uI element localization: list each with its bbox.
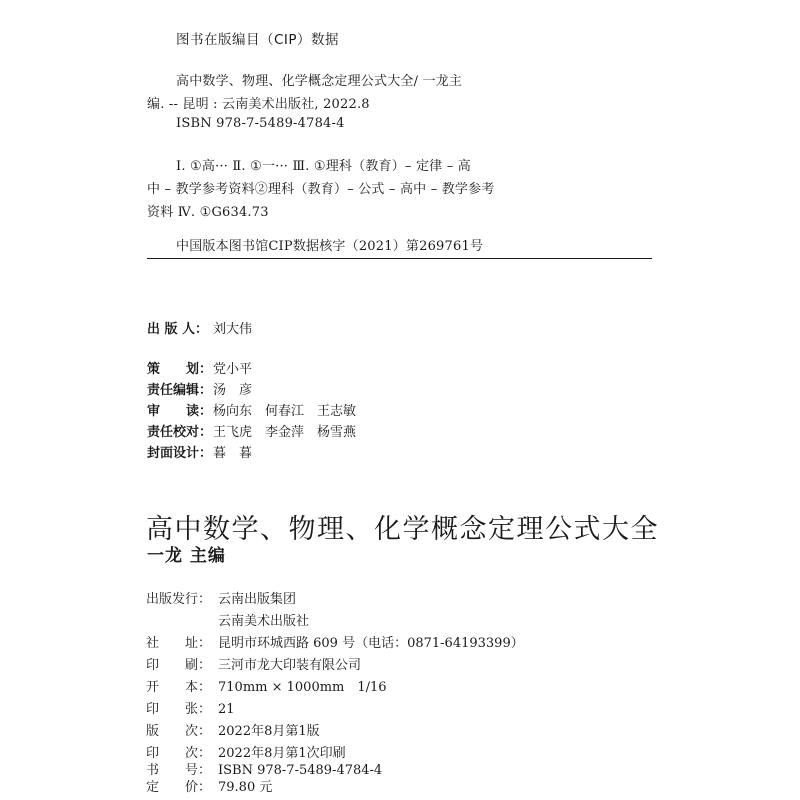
pub-label: 版 次： [146,724,212,739]
pub-row [146,676,387,695]
book-title: 高中数学、物理、化学概念定理公式大全 [146,514,659,545]
cip-line: 编. -- 昆明 : 云南美术出版社, 2022.8 [147,97,370,112]
pub-label: 印 次： [146,746,212,761]
divider-rule [147,258,652,259]
staff-value: 暮 暮 [213,446,253,461]
staff-value: 杨向东 何春江 王志敏 [213,404,357,419]
staff-value: 汤 彦 [213,383,253,398]
pub-row [146,610,309,629]
pub-label: 社 址： [146,636,212,651]
staff-label: 封面设计： [147,446,213,461]
cip-line: 中国版本图书馆CIP数据核字（2021）第269761号 [176,239,484,254]
cip-line: 高中数学、物理、化学概念定理公式大全/ 一龙主 [176,74,463,89]
pub-label: 印 张： [146,702,212,717]
pub-label: 印 刷： [146,658,212,673]
staff-value: 刘大伟 [213,322,253,337]
staff-row-reviewer [147,400,356,420]
cip-header: 图书在版编目（CIP）数据 [176,32,340,48]
pub-value: 79.80 元 [218,780,273,795]
staff-row-proofreader [147,421,356,441]
pub-value: 云南美术出版社 [218,614,310,629]
cip-line: 资料 Ⅳ. ①G634.73 [147,205,269,220]
pub-value: 710mm × 1000mm 1/16 [218,680,387,695]
staff-label: 策 划： [147,362,213,377]
pub-label: 书 号： [146,763,212,778]
pub-value: 21 [218,702,235,717]
pub-value: 2022年8月第1次印刷 [218,746,346,761]
staff-value: 党小平 [213,362,253,377]
pub-value: 三河市龙大印装有限公司 [218,658,362,673]
pub-row [146,698,235,717]
pub-value: 云南出版集团 [218,592,297,607]
cip-line: Ⅰ. ①高··· Ⅱ. ①一··· Ⅲ. ①理科（教育）– 定律 – 高 [176,159,471,174]
pub-row [146,654,361,673]
pub-row [146,588,296,607]
staff-row-planner [147,358,252,378]
pub-value: 昆明市环城西路 609 号（电话：0871-64193399） [218,636,524,651]
pub-row [146,632,524,651]
staff-label: 责任编辑： [147,383,213,398]
staff-label: 出 版 人： [147,322,209,337]
pub-row [146,720,320,739]
staff-label: 审 读： [147,404,213,419]
staff-row-editor [147,379,252,399]
staff-label: 责任校对： [147,425,213,440]
staff-value: 王飞虎 李金萍 杨雪燕 [213,425,357,440]
pub-value: 2022年8月第1版 [218,724,320,739]
cip-line: 中 – 教学参考资料②理科（教育）– 公式 – 高中 – 教学参考 [147,182,495,197]
staff-row-cover-design [147,442,252,462]
staff-row-publisher [147,318,252,338]
pub-label: 定 价： [146,780,212,795]
pub-label: 出版发行： [146,592,212,607]
pub-value: ISBN 978-7-5489-4784-4 [218,763,383,778]
pub-label: 开 本： [146,680,212,695]
book-editor: 一龙 主编 [147,546,226,566]
cip-line: ISBN 978-7-5489-4784-4 [176,116,345,131]
pub-row [146,776,272,795]
